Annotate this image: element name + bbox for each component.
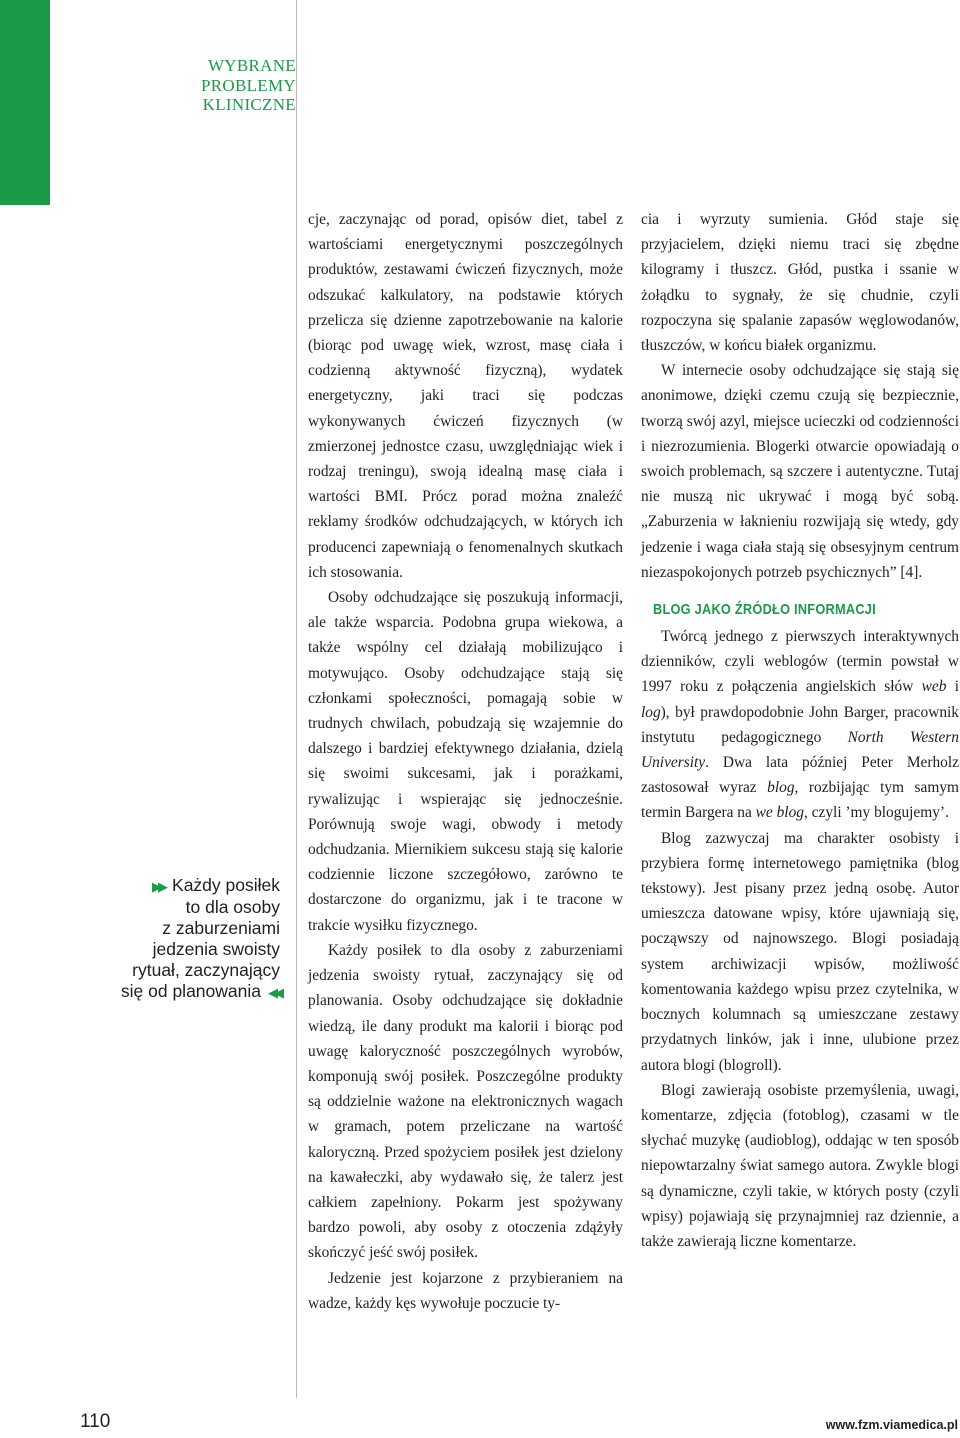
section-color-bar — [0, 0, 50, 205]
quote-close-icon: ◀◀ — [268, 985, 280, 1000]
website-link[interactable]: www.fzm.viamedica.pl — [825, 1418, 958, 1432]
paragraph: W internecie osoby odchudzające się stają się anonimowe, dzięki czemu czują się bezpiecznie, tworzą swój azyl, miejsce ucieczki od codzienności i niezrozumienia. Blogerki otwarcie opowiadają o swoich problemach, są szczere i autentyczne. Tutaj nie muszą nic ukrywać i mogą być sobą. „Zaburzenia w łaknieniu rozwijają się wtedy, gdy jedzenie i waga ciała stają się obsesyjnym centrum niezaspokojonych potrzeb psychicznych” [4]. — [641, 362, 959, 581]
pull-quote-line: Każdy posiłek — [172, 875, 280, 895]
paragraph: cia i wyrzuty sumienia. Głód staje się przyjacielem, dzięki niemu traci się zbędne kilogramy i tłuszcz. Głód, pustka i ssanie w żołądku to sygnały, że się chudnie, czyli rozpoczyna się spalanie zapasów węglowodanów, tłuszczów, w końcu białek organizmu. — [641, 211, 959, 355]
page-number: 110 — [80, 1411, 111, 1432]
section-label — [140, 56, 296, 115]
section-label-line: WYBRANE — [207, 56, 296, 75]
column-divider — [296, 0, 297, 1398]
pull-quote-line: z zaburzeniami — [162, 918, 280, 938]
article-column-right — [641, 207, 959, 1254]
paragraph: Blog zazwyczaj ma charakter osobisty i przybiera formę internetowego pamiętnika (blog tekstowy). Jest pisany przez jedną osobę. Autor umieszcza datowane wpisy, które ujawniają się, począwszy od najnowszego. Blogi posiadają system archiwizacji wpisów, możliwość komentowania każdego wpisu przez czytelnika, w bocznych kolumnach są umieszczane zestawy przydatnych linków, jak i inne, ulubione przez autora blogi (blogroll). — [641, 829, 959, 1074]
quote-open-icon: ▶▶ — [152, 879, 165, 894]
paragraph: Każdy posiłek to dla osoby z zaburzeniami jedzenia swoisty rytuał, zaczynający się od planowania. Osoby odchudzające się dokładnie wiedzą, ile dany produkt ma kalorii i biorąc pod uwagę kaloryczność poszczególnych wyrobów, komponują swój posiłek. Poszczególne produkty są oddzielnie ważone na elektronicznych wagach w gramach, potem przeliczane na wartość kaloryczną. Przed spożyciem posiłek jest dzielony na kawałeczki, aby wydawało się, że talerz jest całkiem zapełniony. Pokarm jest spożywany bardzo powoli, aby osoby z otoczenia zdążyły skończyć jeść swój posiłek. — [308, 941, 623, 1262]
pull-quote-line: rytuał, zaczynający — [132, 960, 280, 980]
pull-quote-line: się od planowania — [120, 981, 261, 1001]
pull-quote-line: jedzenia swoisty — [152, 939, 280, 959]
paragraph: Jedzenie jest kojarzone z przybieraniem na wadze, każdy kęs wywołuje poczucie ty- — [308, 1269, 623, 1312]
article-column-left — [308, 207, 623, 1316]
paragraph: Osoby odchudzające się poszukują informacji, ale także wsparcia. Podobna grupa wiekowa, a także wspólny cel działają mobilizująco i motywująco. Osoby odchudzające stają się członkami społeczności, pomagają sobie w trudnych chwilach, pobudzają się wzajemnie do dalszego i bardziej efektywnego działania, dzielą się swoimi sukcesami, jak i porażkami, rywalizując i wspierając się jednocześnie. Porównują swoje wagi, obwody i metody odchudzania. Miernikiem sukcesu stają się kalorie codziennie liczone szczegółowo, zarówno te dostarczone do organizmu, jak i te tracone w trakcie wysiłku fizycznego. — [308, 589, 623, 934]
paragraph: Twórcą jednego z pierwszych interaktywnych dzienników, czyli weblogów (termin powstał w 1997 roku z połączenia angielskich słów web i log), był prawdopodobnie John Barger, pracownik instytutu pedagogicznego North Western University. Dwa lata później Peter Merholz zastosował wyraz blog, rozbijając tym samym termin Bargera na we blog, czyli ’my blogujemy’. — [641, 628, 960, 822]
pull-quote — [110, 875, 280, 1003]
paragraph: Blogi zawierają osobiste przemyślenia, uwagi, komentarze, zdjęcia (fotoblog), czasami w tle słychać muzykę (audioblog), oddając w ten sposób niepowtarzalny świat samego autora. Zwykle blogi są dynamiczne, czyli takie, w których posty (czyli wpisy) pojawiają się przynajmniej raz dziennie, a także zawierają liczne komentarze. — [641, 1081, 959, 1250]
pull-quote-line: to dla osoby — [185, 897, 280, 917]
section-label-line: PROBLEMY — [201, 75, 296, 95]
section-label-line: KLINICZNE — [202, 95, 296, 114]
paragraph: cje, zaczynając od porad, opisów diet, tabel z wartościami energetycznymi poszczególnych produktów, zestawami ćwiczeń fizycznych, może odszukać kalkulatory, na podstawie których przelicza się dzienne zapotrzebowanie na kalorie (biorąc pod uwagę wiek, wzrost, masę ciała i codzienną aktywność fizyczną), wydatek energetyczny, jaki traci się podczas wykonywanych ćwiczeń fizycznych (w zmierzonej jednostce czasu, uwzględniając wiek i rodzaj treningu), swoją idealną masę ciała i wartości BMI. Prócz porad można znaleźć reklamy środków odchudzających, w których ich producenci zapewniają o fenomenalnych skutkach ich stosowania. — [308, 211, 623, 581]
section-heading: BLOG JAKO ŹRÓDŁO INFORMACJI — [653, 601, 876, 619]
